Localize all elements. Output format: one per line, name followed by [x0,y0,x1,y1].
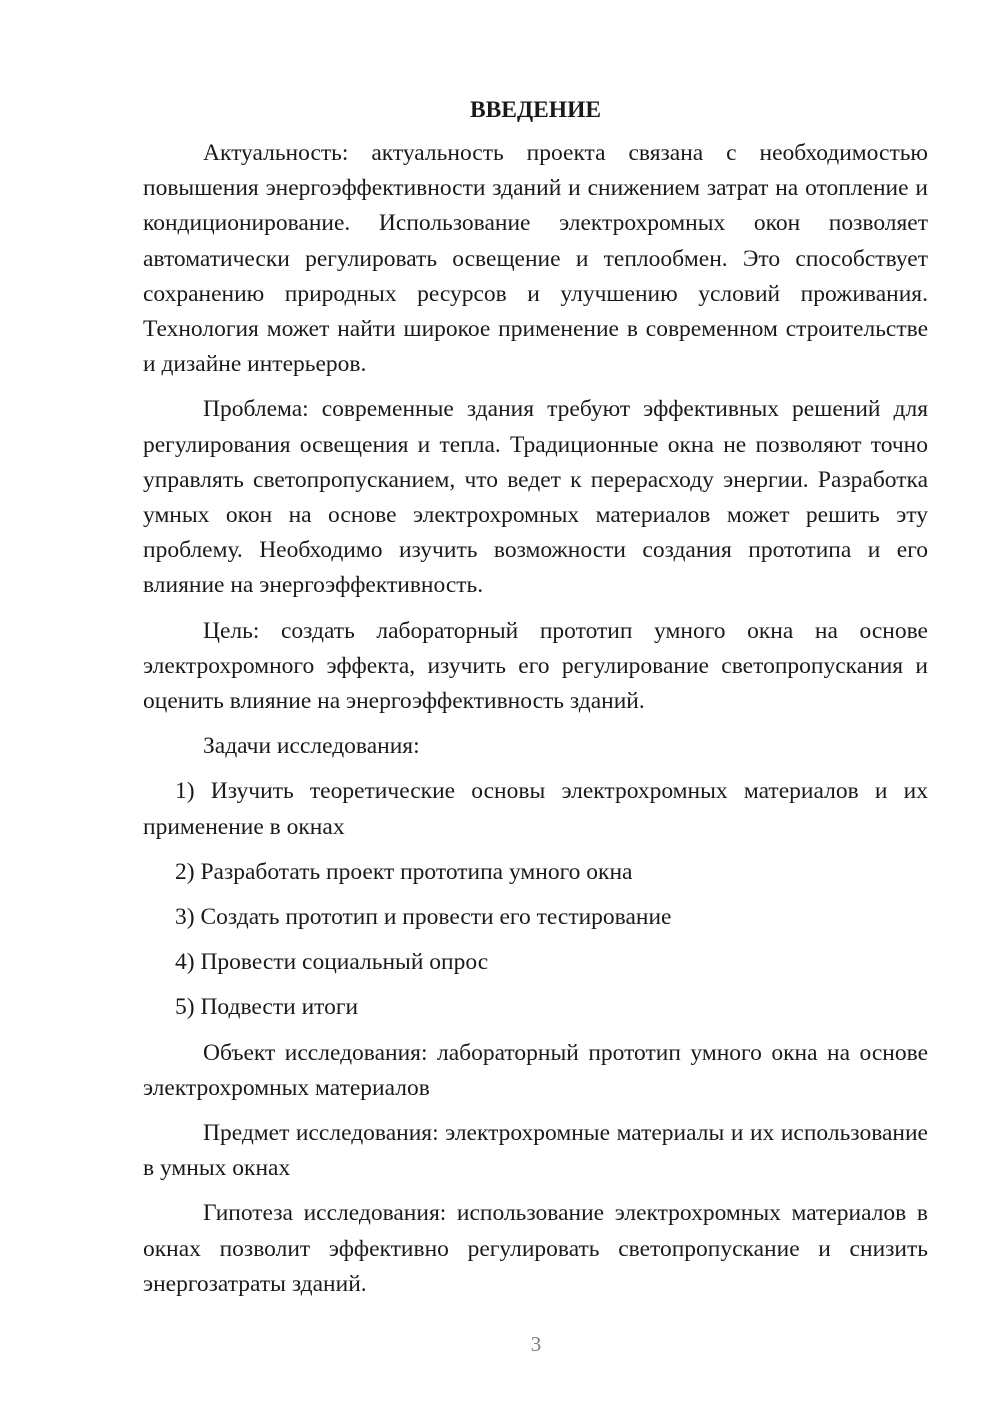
task-item-5: 5) Подвести итоги [175,994,359,1021]
paragraph-relevance: Актуальность: актуальность проекта связана с необходимостью повышения энергоэффективности зданий и снижением затрат на отопление и кондиционирование. Использование электрохромных окон позволяет автоматически регулировать освещение и теплообмен. Это способствует сохранению природных ресурсов и улучшению условий проживания. Технология может найти широкое применение в современном строительстве и дизайне интерьеров. [143,140,928,378]
page-content [143,90,928,1312]
task-item-4: 4) Провести социальный опрос [175,949,489,976]
paragraph-hypothesis: Гипотеза исследования: использование электрохромных материалов в окнах позволит эффективно регулировать светопропускание и снизить энергозатраты зданий. [143,1200,928,1297]
section-heading: ВВЕДЕНИЕ [469,97,602,123]
page-number: 3 [530,1332,542,1356]
tasks-label: Задачи исследования: [203,733,420,760]
task-item-3: 3) Создать прототип и провести его тестирование [175,904,672,931]
paragraph-problem: Проблема: современные здания требуют эффективных решений для регулирования освещения и тепла. Традиционные окна не позволяют точно управлять светопропусканием, что ведет к перерасходу энергии. Разработка умных окон на основе электрохромных материалов может решить эту проблему. Необходимо изучить возможности создания прототипа и его влияние на энергоэффективность. [143,396,928,599]
task-item-1: 1) Изучить теоретические основы электрохромных материалов и их применение в окнах [143,778,928,840]
paragraph-subject: Предмет исследования: электрохромные материалы и их использование в умных окнах [143,1120,928,1182]
task-item-2: 2) Разработать проект прототипа умного окна [175,858,633,885]
paragraph-object: Объект исследования: лабораторный прототип умного окна на основе электрохромных материалов [143,1039,928,1101]
paragraph-goal: Цель: создать лабораторный прототип умного окна на основе электрохромного эффекта, изучить его регулирование светопропускания и оценить влияние на энергоэффективность зданий. [143,617,928,715]
